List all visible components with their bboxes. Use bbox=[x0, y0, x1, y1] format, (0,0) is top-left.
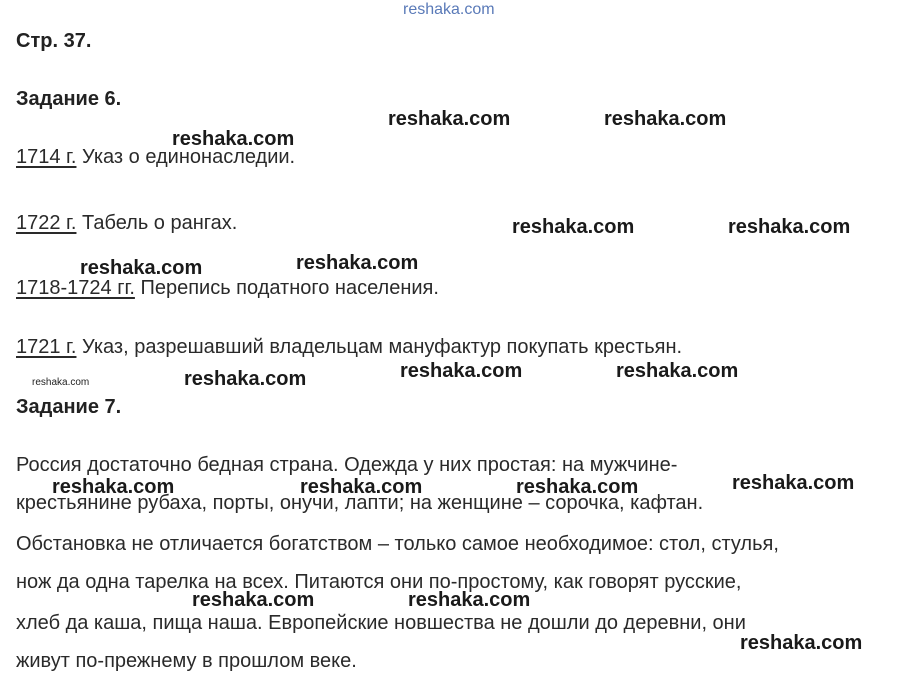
watermark: reshaka.com bbox=[192, 589, 315, 611]
task-7-line: Обстановка не отличается богатством – только самое необходимое: стол, стулья, bbox=[16, 533, 779, 555]
watermark: reshaka.com bbox=[172, 128, 295, 150]
item-text: Перепись податного населения. bbox=[134, 277, 439, 299]
watermark-top: reshaka.com bbox=[403, 1, 495, 18]
task-7-line: хлеб да каша, пища наша. Европейские новшества не дошли до деревни, они bbox=[16, 612, 746, 634]
item-year: 1718-1724 гг. bbox=[16, 277, 135, 299]
watermark: reshaka.com bbox=[80, 257, 203, 279]
watermark: reshaka.com bbox=[388, 108, 511, 130]
watermark-small: reshaka.com bbox=[32, 377, 90, 388]
watermark: reshaka.com bbox=[52, 476, 175, 498]
item-text: Указ, разрешавший владельцам мануфактур покупать крестьян. bbox=[76, 336, 683, 358]
task-7-line: крестьянине рубаха, порты, онучи, лапти; на женщине – сорочка, кафтан. bbox=[16, 492, 704, 514]
watermark: reshaka.com bbox=[740, 632, 863, 654]
watermark: reshaka.com bbox=[512, 216, 635, 238]
item-text: Табель о рангах. bbox=[76, 212, 238, 234]
task-7-line: Россия достаточно бедная страна. Одежда у них простая: на мужчине- bbox=[16, 454, 678, 476]
watermark: reshaka.com bbox=[296, 252, 419, 274]
item-text: Указ о единонаследии. bbox=[76, 146, 296, 168]
task-6-item bbox=[16, 336, 682, 359]
task-6-item bbox=[16, 212, 237, 235]
watermark: reshaka.com bbox=[616, 360, 739, 382]
item-year: 1722 г. bbox=[16, 212, 77, 234]
watermark: reshaka.com bbox=[732, 472, 855, 494]
task-7-line: живут по-прежнему в прошлом веке. bbox=[16, 650, 357, 672]
watermark: reshaka.com bbox=[408, 589, 531, 611]
item-year: 1714 г. bbox=[16, 146, 77, 168]
watermark: reshaka.com bbox=[516, 476, 639, 498]
watermark: reshaka.com bbox=[728, 216, 851, 238]
task-6-heading: Задание 6. bbox=[16, 88, 122, 110]
watermark: reshaka.com bbox=[604, 108, 727, 130]
item-year: 1721 г. bbox=[16, 336, 77, 358]
watermark: reshaka.com bbox=[400, 360, 523, 382]
watermark: reshaka.com bbox=[184, 368, 307, 390]
task-7-line: нож да одна тарелка на всех. Питаются они по-простому, как говорят русские, bbox=[16, 571, 742, 593]
page-number: Стр. 37. bbox=[16, 30, 92, 52]
task-6-item bbox=[16, 277, 439, 300]
watermark: reshaka.com bbox=[300, 476, 423, 498]
task-7-heading: Задание 7. bbox=[16, 396, 122, 418]
